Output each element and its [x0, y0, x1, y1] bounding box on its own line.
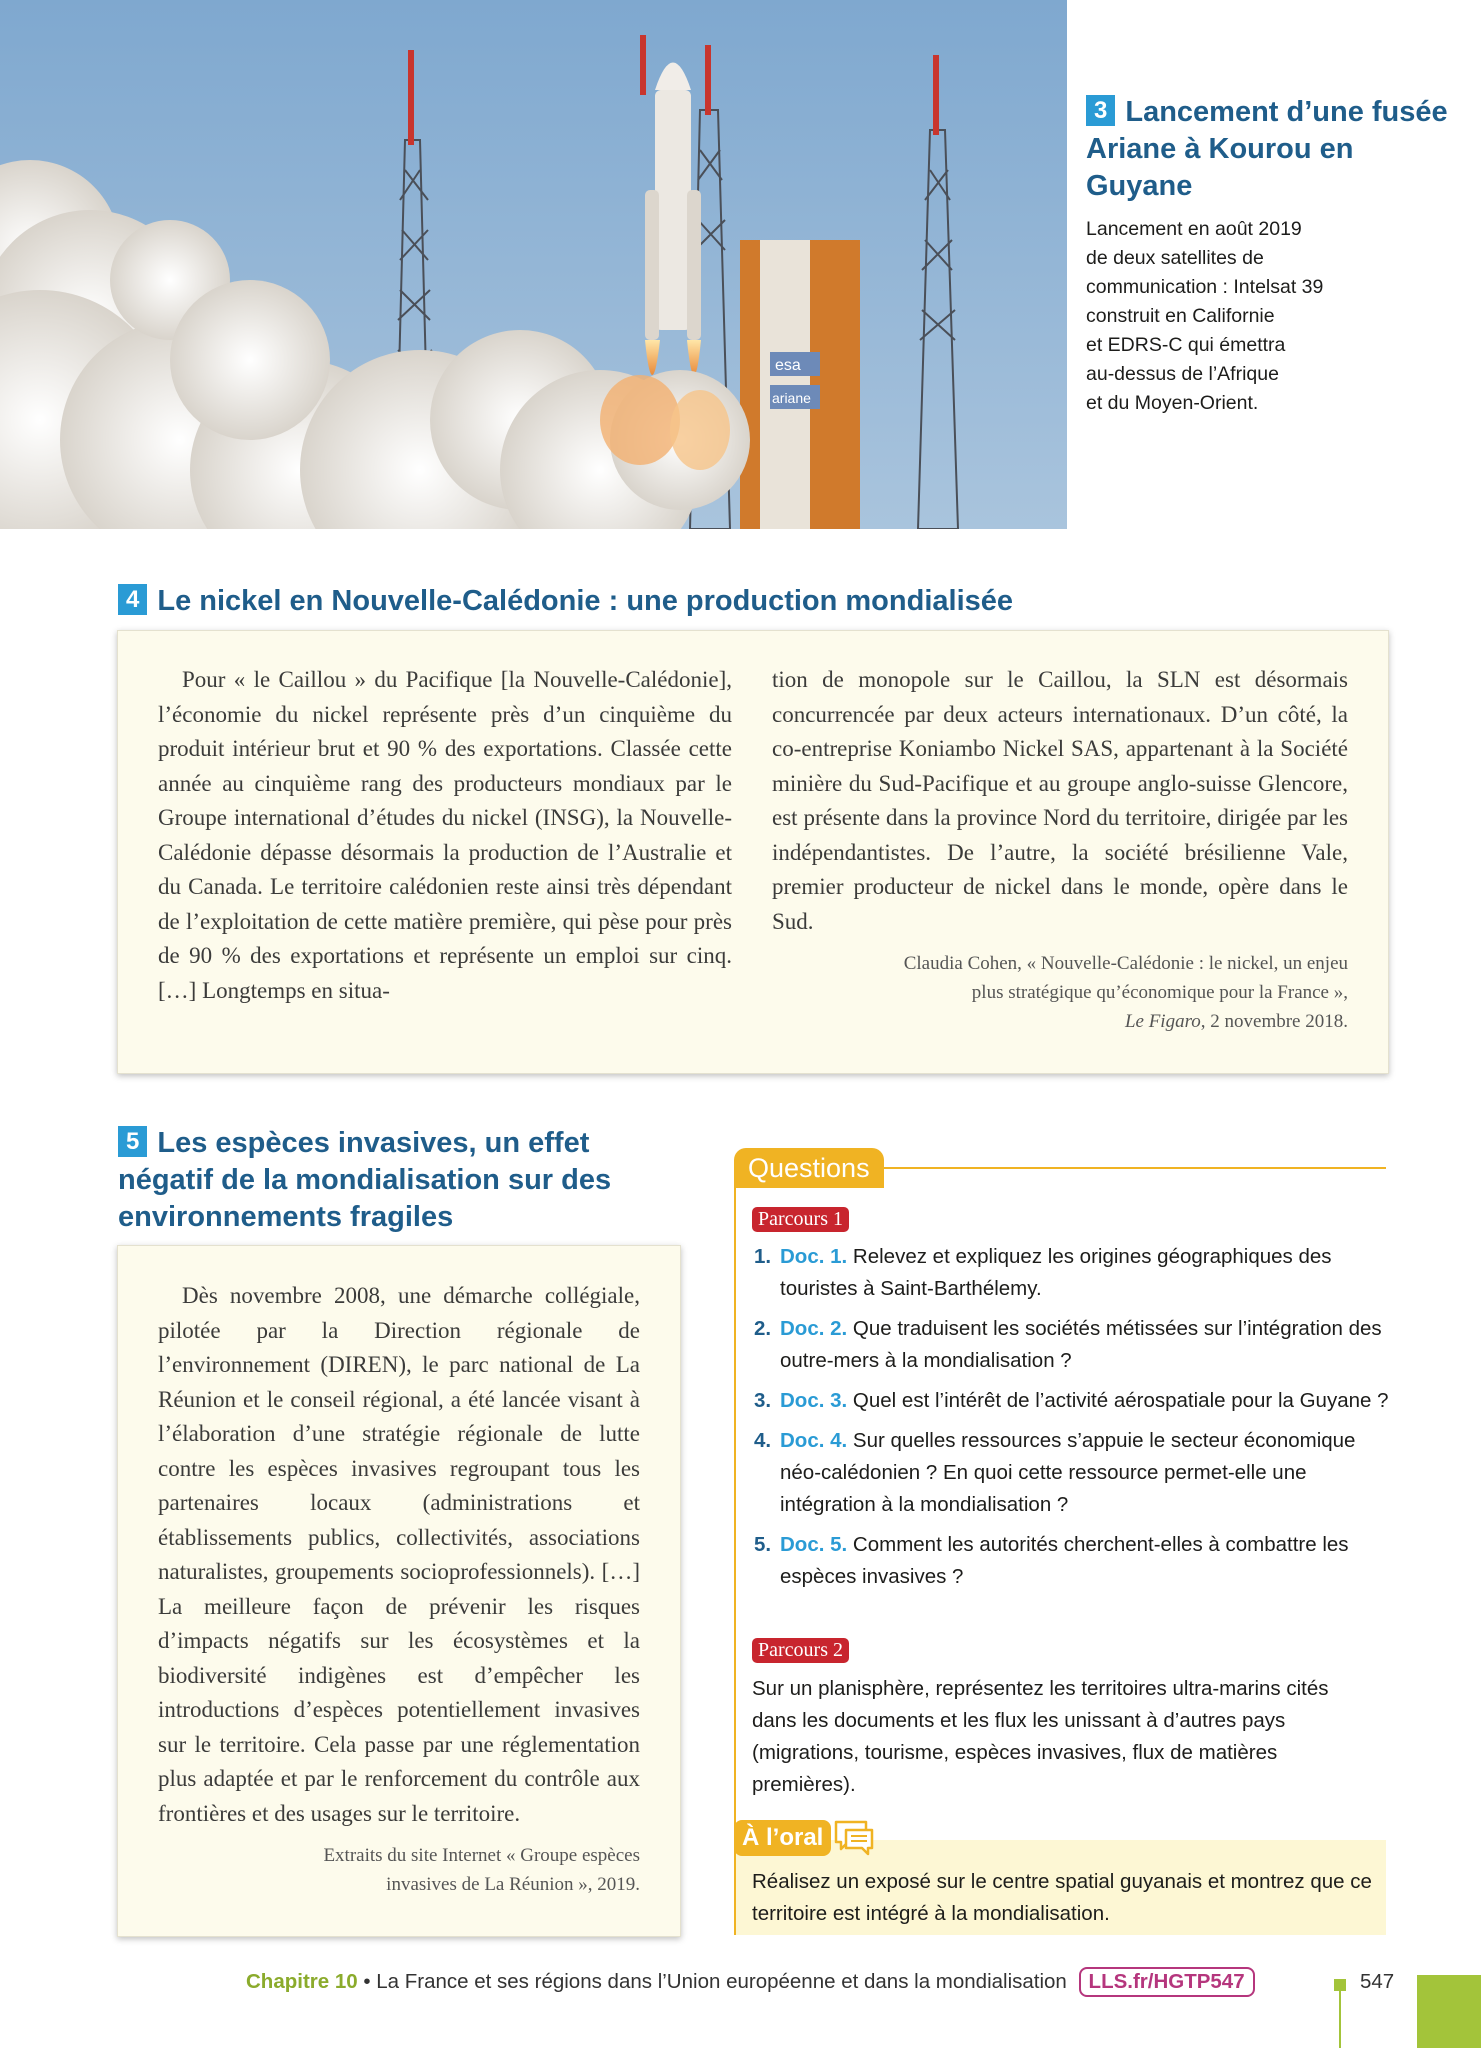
doc5-number-badge: 5	[118, 1126, 147, 1157]
launch-building	[740, 240, 860, 529]
caption-line: et du Moyen-Orient.	[1086, 392, 1259, 414]
question-text: Que traduisent les sociétés métissées sur l’intégration des outre-mers à la mondialisation ?	[780, 1317, 1382, 1372]
question-item	[752, 1385, 1392, 1417]
caption-line: Lancement en août 2019	[1086, 218, 1302, 240]
tower-label-esa: esa	[775, 357, 801, 374]
question-item	[752, 1529, 1392, 1593]
footer-separator: •	[357, 1970, 377, 1993]
doc3-number-badge: 3	[1086, 95, 1115, 126]
question-number: 4.	[754, 1429, 772, 1452]
question-doc-ref: Doc. 5.	[780, 1533, 848, 1556]
question-doc-ref: Doc. 3.	[780, 1389, 848, 1412]
caption-line: construit en Californie	[1086, 305, 1275, 327]
footer-marker-line	[1339, 1991, 1341, 2048]
caption-line: communication : Intelsat 39	[1086, 276, 1324, 298]
parcours-1-badge: Parcours 1	[752, 1207, 849, 1232]
oral-label: À l’oral	[734, 1820, 831, 1856]
parcours-2-text: Sur un planisphère, représentez les territoires ultra-marins cités dans les documents et les flux les unissant à d’autres pays (migrations, tourisme, espèces invasives, flux de matières premières).	[752, 1677, 1329, 1796]
doc4-number-badge: 4	[118, 584, 147, 615]
doc5-title	[118, 1125, 678, 1236]
tower-label-ariane: ariane	[772, 390, 811, 406]
speech-bubble-icon	[832, 1818, 876, 1863]
doc5-source-line-1: Extraits du site Internet « Groupe espèces	[323, 1845, 640, 1866]
doc4-paragraph-2: tion de monopole sur le Caillou, la SLN est désormais concurrencée par deux acteurs internationaux. D’un côté, la co-entreprise Koniambo Nickel SAS, appartenant à la Société minière du Sud-Pacifique et au groupe anglo-suisse Glencore, est présente dans la province Nord du territoire, dirigée par les indépendantistes. De l’autre, la société brésilienne Vale, premier producteur de nickel dans le monde, opère dans le Sud.	[772, 667, 1348, 934]
doc3-title	[1086, 94, 1466, 205]
question-number: 5.	[754, 1533, 772, 1556]
doc4-source-journal: Le Figaro	[1124, 1011, 1201, 1032]
doc4-source-line-1: Claudia Cohen, « Nouvelle-Calédonie : le nickel, un enjeu	[903, 953, 1348, 974]
footer-marker-square	[1334, 1979, 1346, 1991]
caption-line: de deux satellites de	[1086, 247, 1264, 269]
question-text: Comment les autorités cherchent-elles à combattre les espèces invasives ?	[780, 1533, 1349, 1588]
question-doc-ref: Doc. 2.	[780, 1317, 848, 1340]
doc3-caption	[1086, 94, 1466, 418]
question-item	[752, 1241, 1392, 1305]
question-number: 3.	[754, 1389, 772, 1412]
doc5-text-block	[158, 1279, 640, 1899]
question-doc-ref: Doc. 1.	[780, 1245, 848, 1268]
doc4-title-text: Le nickel en Nouvelle-Calédonie : une production mondialisée	[157, 585, 1014, 617]
doc4-source-date: , 2 novembre 2018.	[1200, 1011, 1348, 1032]
doc4-title	[118, 583, 1368, 620]
doc4-column-1	[158, 663, 732, 1008]
page-number: 547	[1360, 1970, 1395, 1993]
question-text: Sur quelles ressources s’appuie le secteur économique néo-calédonien ? En quoi cette ressource permet-elle une intégration à la mondialisation ?	[780, 1429, 1356, 1516]
doc4-quote-box	[117, 630, 1389, 1074]
doc5-paragraph: Dès novembre 2008, une démarche collégiale, pilotée par la Direction régionale de l’environnement (DIREN), le parc national de La Réunion et le conseil régional, a été lancée visant à l’élaboration d’une stratégie régionale de lutte contre les espèces invasives regroupant tous les partenaires locaux (administrations et établissements publics, collectivités, associations naturalistes, groupements socioprofessionnels). […] La meilleure façon de prévenir les risques d’impacts négatifs sur les écosystèmes et la biodiversité indigènes est d’empêcher les introductions d’espèces potentiellement invasives sur le territoire. Cela passe par une réglementation plus adaptée et par le renforcement du contrôle aux frontières et des usages sur le territoire.	[158, 1283, 640, 1826]
question-number: 1.	[754, 1245, 772, 1268]
doc4-source-line-2: plus stratégique qu’économique pour la France »,	[971, 982, 1348, 1003]
questions-header: Questions	[734, 1148, 884, 1188]
page-footer	[246, 1966, 1396, 1998]
doc5-title-text: Les espèces invasives, un effet négatif de la mondialisation sur des environnements fragiles	[118, 1127, 612, 1233]
doc4-source	[772, 949, 1348, 1036]
doc3-title-text: Lancement d’une fusée Ariane à Kourou en Guyane	[1086, 96, 1448, 202]
doc4-column-2	[772, 663, 1348, 1036]
footer-chapter: Chapitre 10	[246, 1970, 358, 1993]
footer-link[interactable]: LLS.fr/HGTP547	[1079, 1967, 1255, 1997]
rocket-launch-photo	[0, 0, 1067, 529]
doc4-source-line-3	[772, 1007, 1348, 1036]
rocket-launch-illustration	[0, 0, 1067, 529]
oral-text: Réalisez un exposé sur le centre spatial guyanais et montrez que ce territoire est intégré à la mondialisation.	[752, 1870, 1372, 1925]
caption-line: au-dessus de l’Afrique	[1086, 363, 1279, 385]
question-number: 2.	[754, 1317, 772, 1340]
doc4-paragraph-1: Pour « le Caillou » du Pacifique [la Nouvelle-Calédonie], l’économie du nickel représente près d’un cinquième du produit intérieur brut et 90 % des exportations. Classée cette année au cinquième rang des producteurs mondiaux par le Groupe international d’études du nickel (INSG), la Nouvelle-Calédonie dépasse désormais la production de l’Australie et du Canada. Le territoire calédonien reste ainsi très dépendant de l’exploitation de cette matière première, qui pèse pour près de 90 % des exportations et représente un emploi sur cinq. […] Longtemps en situa-	[158, 667, 732, 1003]
page-corner-tab	[1417, 1975, 1481, 2048]
caption-line: et EDRS-C qui émettra	[1086, 334, 1286, 356]
doc5-source	[158, 1841, 640, 1899]
question-item	[752, 1425, 1392, 1521]
questions-list	[752, 1241, 1392, 1601]
parcours-2-badge: Parcours 2	[752, 1638, 849, 1663]
footer-chapter-title: La France et ses régions dans l’Union européenne et dans la mondialisation	[376, 1970, 1067, 1993]
question-item	[752, 1313, 1392, 1377]
question-doc-ref: Doc. 4.	[780, 1429, 848, 1452]
doc5-source-line-2: invasives de La Réunion », 2019.	[386, 1874, 640, 1895]
question-text: Relevez et expliquez les origines géographiques des touristes à Saint-Barthélemy.	[780, 1245, 1332, 1300]
doc5-quote-box	[117, 1245, 681, 1937]
doc3-caption-text	[1086, 215, 1466, 418]
question-text: Quel est l’intérêt de l’activité aérospatiale pour la Guyane ?	[852, 1389, 1389, 1412]
